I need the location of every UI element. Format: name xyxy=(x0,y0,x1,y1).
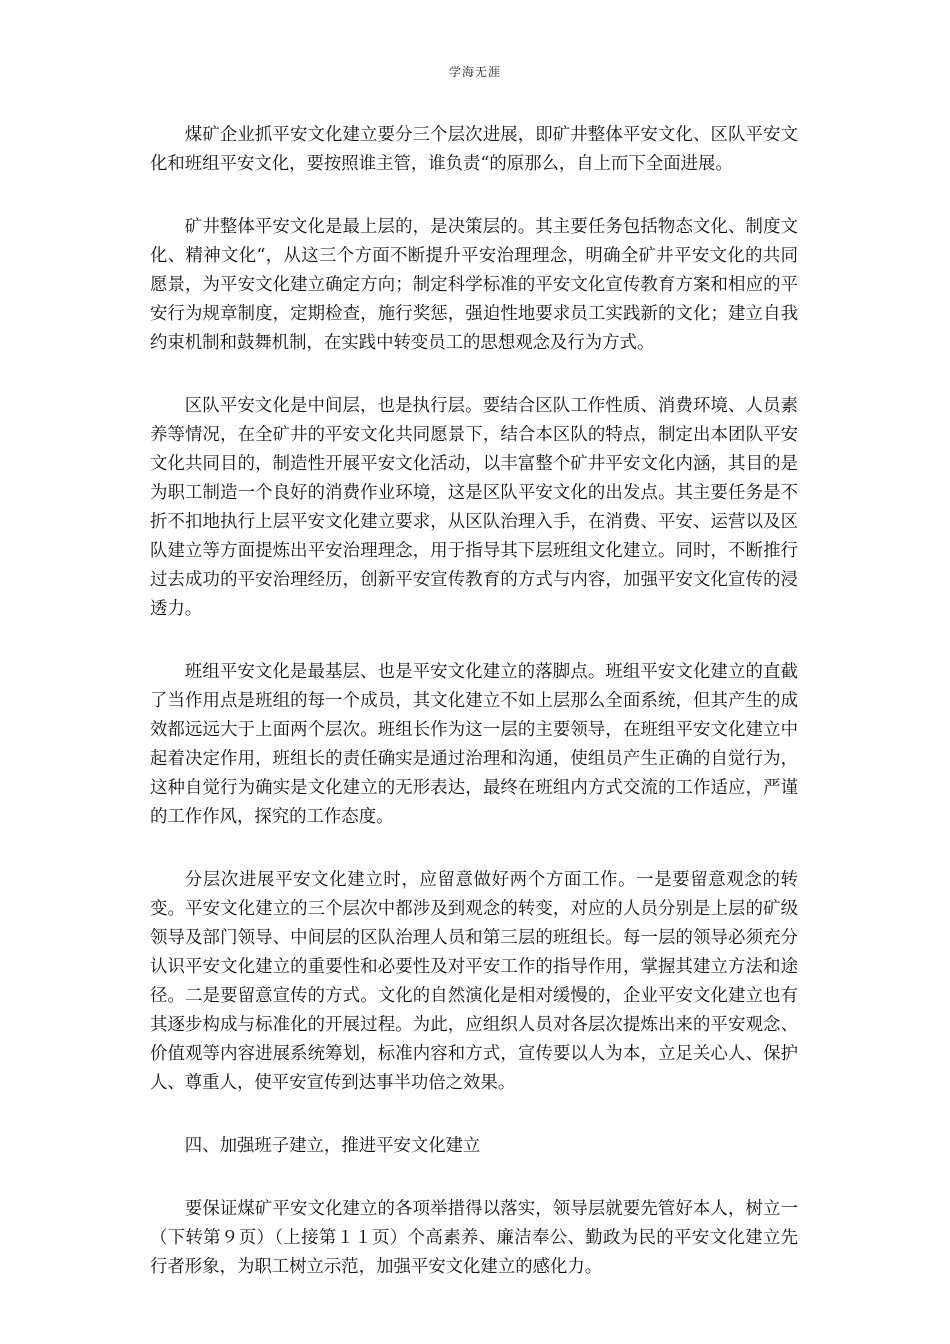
page-header: 学海无涯 xyxy=(448,65,501,79)
paragraph-overview: 煤矿企业抓平安文化建立要分三个层次进展，即矿井整体平安文化、区队平安文化和班组平安文化，要按照谁主管，谁负责“的原那么，自上而下全面进展。 xyxy=(150,125,798,174)
paragraph-leadership: 要保证煤矿平安文化建立的各项举措得以落实，领导层就要先管好本人，树立一（下转第９页）（上接第１１页）个高素养、廉洁奉公、勤政为民的平安文化建立先行者形象，为职工树立示范，加强平安文化建立的感化力。 xyxy=(150,1199,798,1277)
document-body xyxy=(150,121,798,1316)
section-heading: 四、加强班子建立，推进平安文化建立 xyxy=(184,1136,481,1156)
paragraph-layered-approach: 分层次进展平安文化建立时，应留意做好两个方面工作。一是要留意观念的转变。平安文化建立的三个层次中都涉及到观念的转变，对应的人员分别是上层的矿级领导及部门领导、中间层的区队治理人员和第三层的班组长。每一层的领导必须充分认识平安文化建立的重要性和必要性及对平安工作的指导作用，掌握其建立方法和途径。二是要留意宣传的方式。文化的自然演化是相对缓慢的，企业平安文化建立也有其逐步构成与标准化的开展过程。为此，应组织人员对各层次提炼出来的平安观念、价值观等内容进展系统筹划，标准内容和方式，宣传要以人为本，立足关心人、保护人、尊重人，使平安宣传到达事半功倍之效果。 xyxy=(150,870,798,1093)
paragraph-group-level-culture: 班组平安文化是最基层、也是平安文化建立的落脚点。班组平安文化建立的直截了当作用点是班组的每一个成员，其文化建立不如上层那么全面系统，但其产生的成效都远远大于上面两个层次。班组长作为这一层的主要领导，在班组平安文化建立中起着决定作用，班组长的责任确实是通过治理和沟通，使组员产生正确的自觉行为，这种自觉行为确实是文化建立的无形表达，最终在班组内方式交流的工作适应，严谨的工作作风，探究的工作态度。 xyxy=(150,662,798,827)
paragraph-mine-level-culture: 矿井整体平安文化是最上层的，是决策层的。其主要任务包括物态文化、制度文化、精神文化“，从这三个方面不断提升平安治理理念，明确全矿井平安文化的共同愿景，为平安文化建立确定方向；制定科学标准的平安文化宣传教育方案和相应的平安行为规章制度，定期检查，施行奖惩，强迫性地要求员工实践新的文化；建立自我约束机制和鼓舞机制，在实践中转变员工的思想观念及行为方式。 xyxy=(150,217,798,353)
paragraph-team-level-culture: 区队平安文化是中间层，也是执行层。要结合区队工作性质、消费环境、人员素养等情况，在全矿井的平安文化共同愿景下，结合本区队的特点，制定出本团队平安文化共同目的，制造性开展平安文化活动，以丰富整个矿井平安文化内涵，其目的是为职工制造一个良好的消费作业环境，这是区队平安文化的出发点。其主要任务是不折不扣地执行上层平安文化建立要求，从区队治理入手，在消费、平安、运营以及区队建立等方面提炼出平安治理理念，用于指导其下层班组文化建立。同时，不断推行过去成功的平安治理经历，创新平安宣传教育的方式与内容，加强平安文化宣传的浸透力。 xyxy=(150,396,798,619)
